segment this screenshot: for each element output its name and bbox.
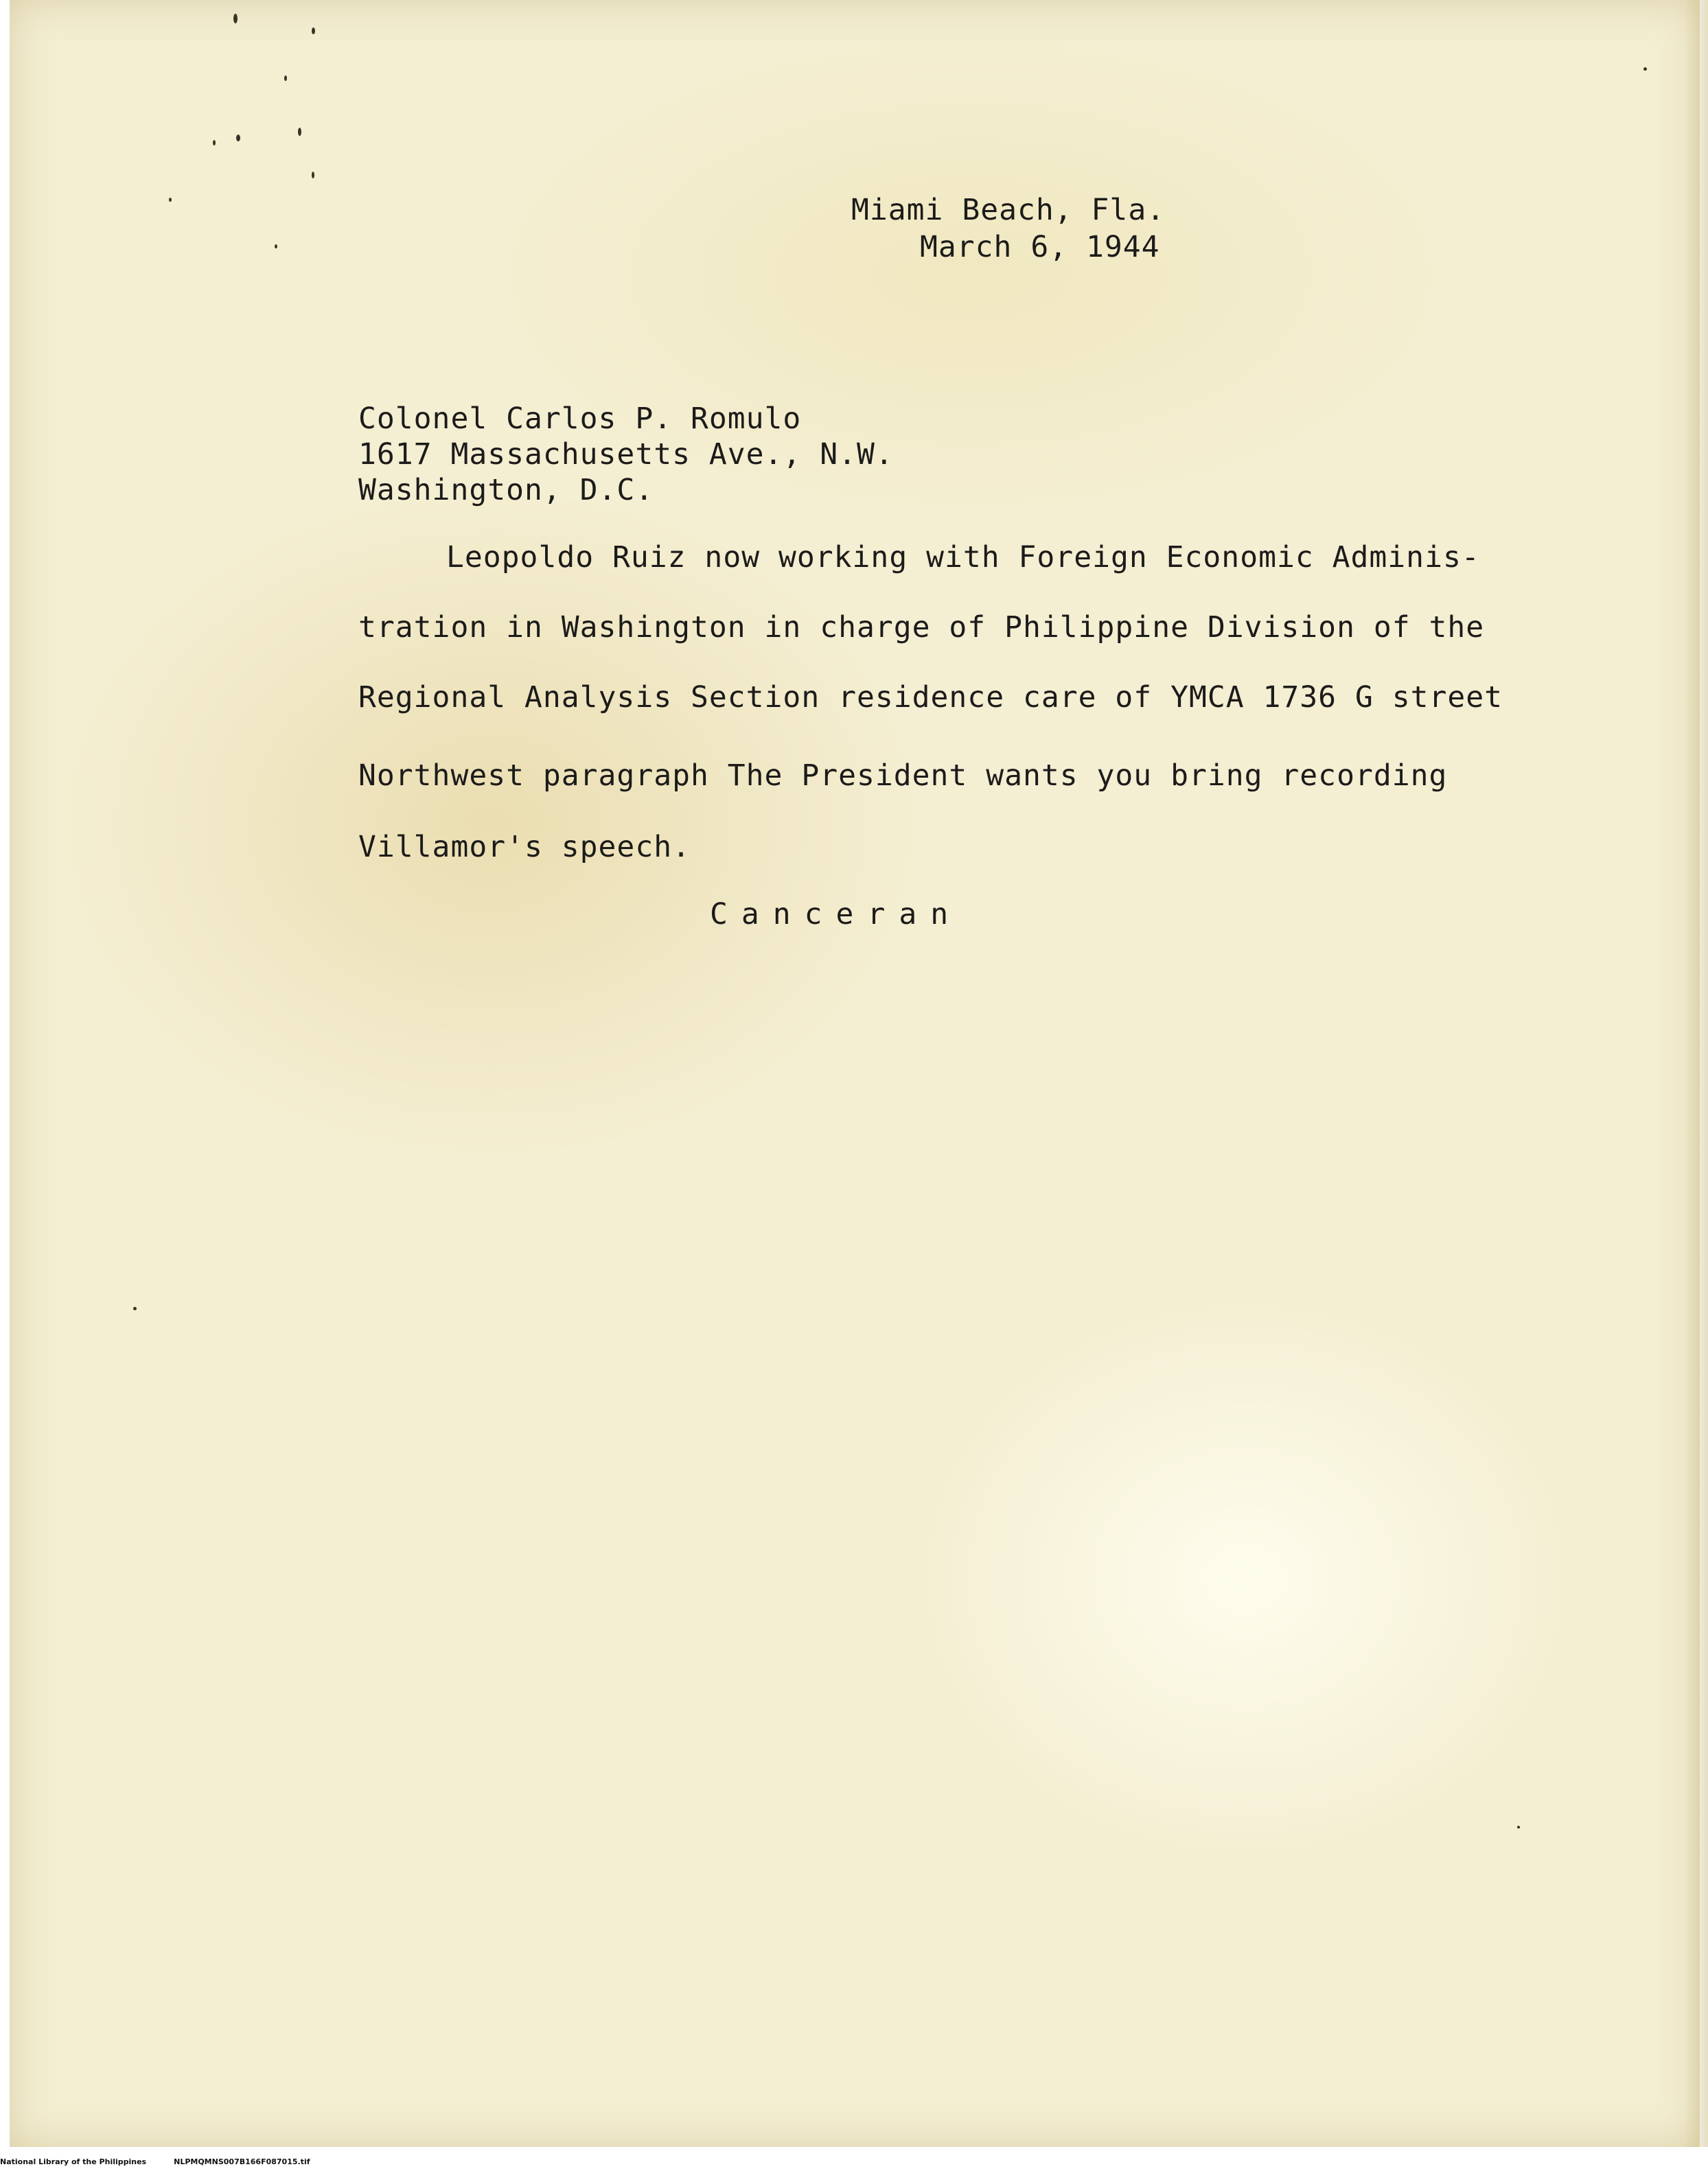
body-line: Villamor's speech. xyxy=(358,830,691,864)
footer-library: National Library of the Philippines xyxy=(0,2157,147,2166)
recipient-street: 1617 Massachusetts Ave., N.W. xyxy=(358,437,894,472)
body-line: Regional Analysis Section residence care of YMCA 1736 G street xyxy=(358,680,1503,715)
letter-place: Miami Beach, Fla. xyxy=(851,193,1166,227)
body-line: tration in Washington in charge of Philippine Division of the xyxy=(358,610,1485,645)
letter-date: March 6, 1944 xyxy=(920,230,1160,264)
footer-file-code: NLPMQMNS007B166F087015.tif xyxy=(174,2157,310,2166)
scan-footer xyxy=(0,2155,310,2169)
letter-page xyxy=(10,0,1700,2147)
signature: Canceran xyxy=(710,897,962,931)
body-line: Northwest paragraph The President wants you bring recording xyxy=(358,758,1448,793)
recipient-name: Colonel Carlos P. Romulo xyxy=(358,402,802,436)
recipient-city: Washington, D.C. xyxy=(358,473,654,507)
body-line: Leopoldo Ruiz now working with Foreign Economic Adminis- xyxy=(446,540,1480,575)
page-edge-shadow xyxy=(1685,0,1708,2147)
